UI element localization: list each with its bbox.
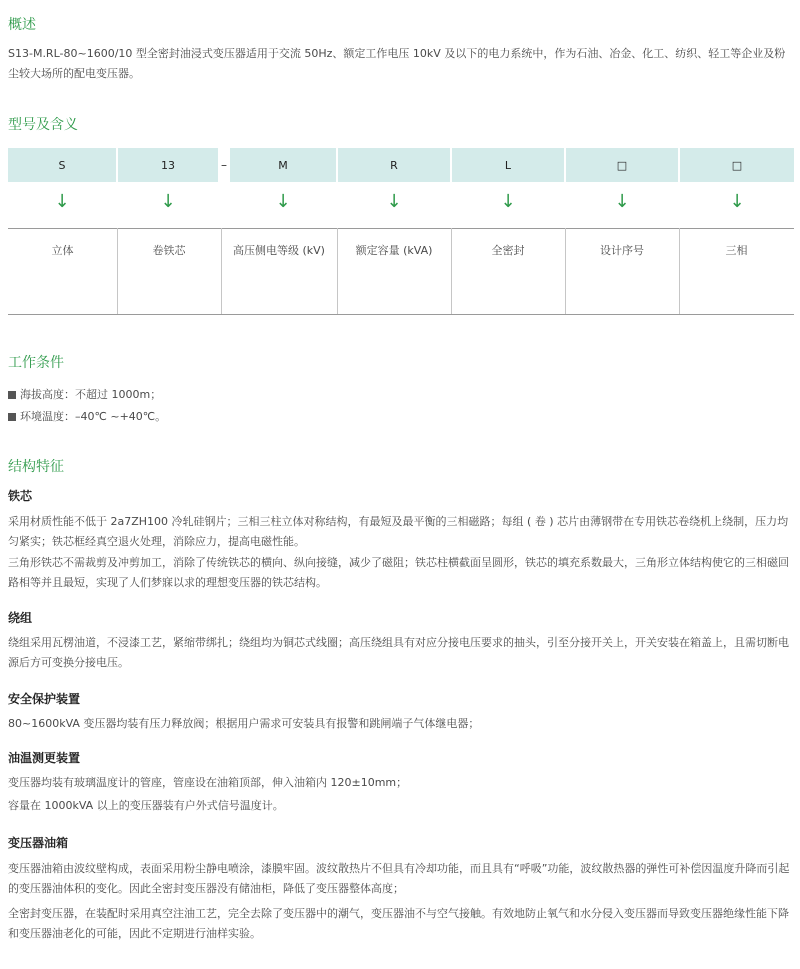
square-bullet-icon xyxy=(8,413,16,421)
model-divider-bottom xyxy=(8,314,794,315)
model-code-r: R xyxy=(338,148,450,182)
model-meaning-6: 设计序号 xyxy=(600,244,644,257)
model-code-phase: □ xyxy=(680,148,794,182)
model-col-divider xyxy=(565,228,566,314)
model-code-row xyxy=(8,148,794,182)
arrow-down-icon: ↓ xyxy=(500,191,516,212)
core-paragraph-2: 三角形铁芯不需裁剪及冲剪加工，消除了传统铁芯的横向、纵向接缝，减少了磁阻；铁芯柱横截面呈圆形，铁芯的填充系数最大，三角形立体结构使它的三相磁回路相等并且最短，实现了人们梦寐以求的理想变压器的铁芯结构。 xyxy=(8,556,789,589)
model-code-13: 13 xyxy=(118,148,218,182)
conditions-title: 工作条件 xyxy=(8,355,64,371)
model-meaning-3: 高压侧电等级 (kV) xyxy=(233,244,325,257)
model-meaning-7: 三相 xyxy=(725,244,748,257)
condition-temperature-text: 环境温度：–40℃ ~+40℃。 xyxy=(20,410,167,423)
condition-altitude-text: 海拔高度：不超过 1000m； xyxy=(20,388,162,401)
oiltemp-paragraph-1: 变压器均装有玻璃温度计的管座，管座设在油箱顶部，伸入油箱内 120±10mm； xyxy=(8,776,408,789)
model-code-m: M xyxy=(230,148,336,182)
tank-paragraph-1: 变压器油箱由波纹壁构成，表面采用粉尘静电喷涂，漆膜牢固。波纹散热片不但具有冷却功能，而且具有“呼吸”功能，波纹散热器的弹性可补偿因温度升降而引起的变压器油体积的变化。因此全密封变压器没有储油柜，降低了变压器整体高度； xyxy=(8,862,790,895)
arrow-down-icon: ↓ xyxy=(729,191,745,212)
safety-paragraph: 80~1600kVA 变压器均装有压力释放阀；根据用户需求可安装具有报警和跳闸端子气体继电器； xyxy=(8,717,480,730)
model-col-divider xyxy=(117,228,118,314)
core-paragraph-1: 采用材质性能不低于 2a7ZH100 冷轧硅钢片；三相三柱立体对称结构，有最短及最平衡的三相磁路；每组 ( 卷 ) 芯片由薄钢带在专用铁芯卷绕机上绕制，压力均匀紧实；铁芯框经真空退火处理，消除应力，提高电磁性能。 xyxy=(8,515,789,548)
model-meaning-1: 立体 xyxy=(51,244,74,257)
safety-heading: 安全保护装置 xyxy=(8,692,81,706)
model-code-s: S xyxy=(8,148,116,182)
arrow-down-icon: ↓ xyxy=(54,191,70,212)
model-col-divider xyxy=(221,228,222,314)
core-heading: 铁芯 xyxy=(8,489,33,503)
tank-paragraph-2: 全密封变压器，在装配时采用真空注油工艺，完全去除了变压器中的潮气，变压器油不与空气接触。有效地防止氧气和水分侵入变压器而导致变压器绝缘性能下降和变压器油老化的可能，因此不定期进行油样实验。 xyxy=(8,907,789,940)
condition-temperature xyxy=(8,408,166,424)
model-code-dash: – xyxy=(221,158,227,172)
model-meaning-4: 额定容量 (kVA) xyxy=(355,244,433,257)
model-divider-top xyxy=(8,228,794,229)
oiltemp-heading: 油温测更装置 xyxy=(8,751,81,765)
model-code-l: L xyxy=(452,148,564,182)
arrow-down-icon: ↓ xyxy=(275,191,291,212)
model-meaning-2: 卷铁芯 xyxy=(152,244,186,257)
model-col-divider xyxy=(679,228,680,314)
winding-paragraph: 绕组采用瓦楞油道，不浸漆工艺，紧缩带绑扎；绕组均为铜芯式线圈；高压绕组具有对应分接电压要求的抽头，引至分接开关上，开关安装在箱盖上，且需切断电源后方可变换分接电压。 xyxy=(8,636,789,669)
model-col-divider xyxy=(451,228,452,314)
structure-title: 结构特征 xyxy=(8,459,64,475)
overview-text: S13-M.RL-80~1600/10 型全密封油浸式变压器适用于交流 50Hz、额定工作电压 10kV 及以下的电力系统中，作为石油、冶金、化工、纺织、轻工等企业及粉尘较大场所的配电变压器。 xyxy=(8,47,786,80)
arrow-down-icon: ↓ xyxy=(386,191,402,212)
condition-altitude xyxy=(8,386,161,402)
model-title: 型号及含义 xyxy=(8,117,78,133)
arrow-down-icon: ↓ xyxy=(160,191,176,212)
tank-heading: 变压器油箱 xyxy=(8,836,69,850)
model-code-design: □ xyxy=(566,148,678,182)
model-meaning-5: 全密封 xyxy=(491,244,525,257)
arrow-down-icon: ↓ xyxy=(614,191,630,212)
square-bullet-icon xyxy=(8,391,16,399)
overview-title: 概述 xyxy=(8,17,36,33)
model-col-divider xyxy=(337,228,338,314)
oiltemp-paragraph-2: 容量在 1000kVA 以上的变压器装有户外式信号温度计。 xyxy=(8,799,284,812)
winding-heading: 绕组 xyxy=(8,611,33,625)
